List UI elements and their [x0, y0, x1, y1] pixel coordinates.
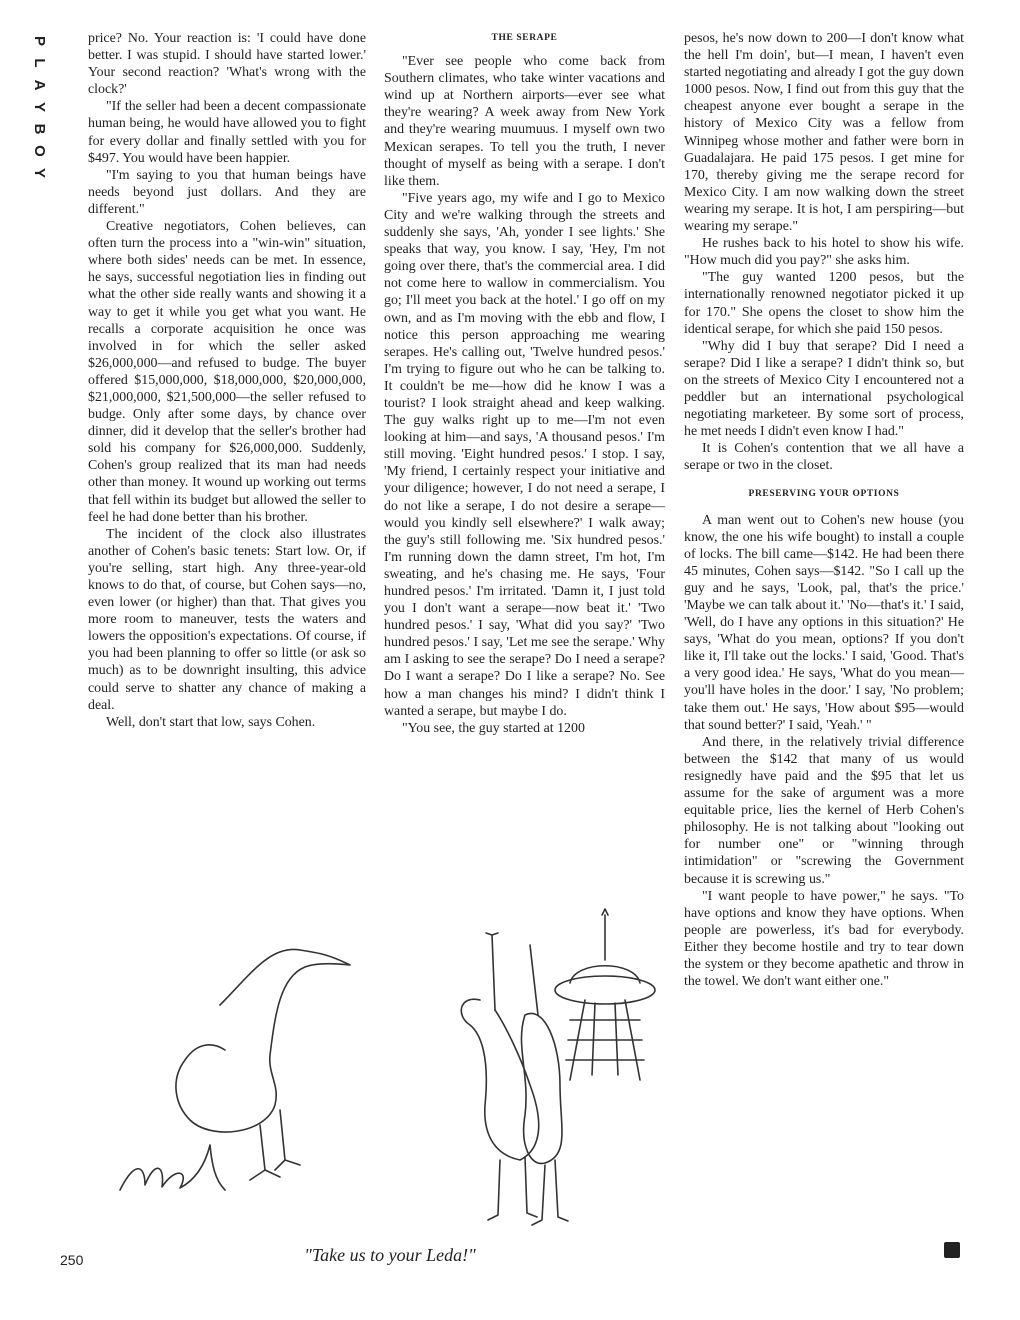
paragraph: Creative negotiators, Cohen believes, can often turn the process into a "win-win" situation, where both sides' needs can be met. In essence, he says, successful negotiation lies in finding out what the other side really wants and showing it a way to get it while you get what you want. He recalls a corporate acquisition he once was involved in for which the seller asked $26,000,000—and refused to budge. The buyer offered $15,000,000, $18,000,000, $20,000,000, $21,000,000, $21,500,000—the seller refused to budge. Only after some days, by chance over dinner, did it develop that the seller's brother had sold his company for $26,000,000. Suddenly, Cohen's group realized that its man had needs other than money. It wound up working out terms that fell within its budget but allowed the seller to feel he had done better than his brother.: [88, 219, 366, 525]
paragraph: Well, don't start that low, says Cohen.: [106, 714, 316, 730]
alien-right: [521, 945, 568, 1225]
magazine-letter: O: [31, 145, 48, 157]
alien-left: [461, 933, 538, 1220]
section-heading: PRESERVING YOUR OPTIONS: [748, 489, 900, 500]
magazine-letter: L: [31, 58, 48, 68]
cartoon-caption: "Take us to your Leda!": [304, 1245, 476, 1265]
magazine-letter: Y: [31, 101, 48, 112]
article-column-2: [384, 30, 665, 737]
paragraph: "Why did I buy that serape? Did I need a serape? Did I like a serape? I didn't think so, but on the streets of Mexico City I encountered not a peddler but an international psychological negotiating marketeer. By some sort of process, he met needs I didn't even know I had.": [684, 338, 964, 440]
swan-drawing: [176, 949, 350, 1180]
magazine-letter: A: [31, 79, 48, 91]
paragraph: It is Cohen's contention that we all have a serape or two in the closet.: [684, 441, 964, 474]
article-column-1: [88, 30, 366, 731]
cartoon-illustration: [100, 905, 680, 1235]
page-number: 250: [60, 1252, 84, 1268]
magazine-letter: P: [31, 35, 48, 46]
end-of-article-mark: [944, 1242, 960, 1258]
magazine-letter: Y: [31, 167, 48, 178]
magazine-letter: B: [31, 123, 48, 135]
paragraph: "Five years ago, my wife and I go to Mexico City and we're walking through the streets and suddenly she says, 'Ah, yonder I see lights.' She speaks that way, you know. I say, 'Hey, I'm not going over there, that's the commercial area. I did not come here to wallow in commercialism. You go; I'll meet you back at the hotel.' I go off on my own, and as I'm moving with the ebb and flow, I notice this person approaching me wearing serapes. He's calling out, 'Twelve hundred pesos.' I'm trying to figure out who he can be talking to. It couldn't be me—how did he know I was a tourist? I look straight ahead and keep walking. The guy walks right up to me—I'm not even looking at him—and says, 'A thousand pesos.' I'm still moving. 'Eight hundred pesos.' I stop. I say, 'My friend, I certainly respect your initiative and your diligence; however, I do not need a serape, I do not like a serape, I do not desire a serape—would you kindly sell elsewhere?' I walk away; the guy's still following me. 'Six hundred pesos.' I'm running down the damn street, I'm hot, I'm sweating, and he's chasing me. He says, 'Four hundred pesos.' I'm irritated. 'Damn it, I just told you I don't want a serape—now beat it.' 'Two hundred pesos.' I say, 'What did you say?' 'Two hundred pesos.' I say, 'Let me see the serape.' Why am I asking to see the serape? Do I need a serape? Do I want a serape? Do I like a serape? No. See how a man changes his mind? I didn't think I wanted a serape, but maybe I do.: [384, 190, 665, 719]
paragraph: And there, in the relatively trivial difference between the $142 that many of us would resignedly have paid and the $95 that let us assume for the sake of argument was a more equitable price, lies the kernel of Herb Cohen's philosophy. He is not talking about "looking out for number one" or "winning through intimidation" or "screwing the Government because it is screwing us.": [684, 734, 964, 887]
paragraph: The incident of the clock also illustrates another of Cohen's basic tenets: Start low. Or, if you're selling, start high. Any three-year-old knows to do that, of course, but Cohen says—no, even lower (or higher) than that. That gives you more room to maneuver, tests the waters and lowers the opposition's expectations. Of course, if you had been planning to offer so little (or ask so much) as to be downright insulting, this advice could serve to shatter any chance of making a deal.: [88, 526, 366, 713]
paragraph: "You see, the guy started at 1200: [402, 720, 585, 736]
paragraph: He rushes back to his hotel to show his wife. "How much did you pay?" she asks him.: [684, 236, 964, 269]
paragraph: "I want people to have power," he says. "To have options and know they have options. When people are powerless, it's bad for everybody. Either they become hostile and try to tear down the system or they become apathetic and throw in the towel. We don't want either one.": [684, 888, 964, 990]
article-column-3: [684, 30, 964, 990]
paragraph: pesos, he's now down to 200—I don't know what the hell I'm doin', but—I mean, I haven't even started negotiating and already I got the guy down 1000 pesos. Now, I find out from this guy that the cheapest anyone ever bought a serape in the history of Mexico City was a fellow from Winnipeg whose mother and father were born in Guadalajara. He paid 175 pesos. I get mine for 170, thereby giving me the serape record for Mexico City. I am now walking down the street wearing my serape. It is hot, I am perspiring—but wearing my serape.": [684, 31, 964, 235]
paragraph: "I'm saying to you that human beings have needs beyond just dollars. And they are different.": [88, 167, 366, 217]
paragraph: "Ever see people who come back from Southern climates, who take winter vacations and wind up at Northern airports—ever see what they're wearing? A week away from New York and they're wearing muumuus. I myself own two Mexican serapes. To tell you the truth, I never thought of myself as being with a serape. I don't like them.: [384, 54, 665, 189]
section-heading: THE SERAPE: [491, 33, 558, 43]
paragraph: price? No. Your reaction is: 'I could have done better. I was stupid. I should have started lower.' Your second reaction? 'What's wrong with the clock?': [88, 31, 366, 98]
artist-signature: [120, 1145, 225, 1190]
magazine-name-vertical: [28, 30, 48, 184]
paragraph: "If the seller had been a decent compassionate human being, he would have allowed you to fight for every dollar and finally settled with you for $497. You would have been happier.: [88, 99, 366, 166]
paragraph: A man went out to Cohen's new house (you know, the one his wife bought) to install a couple of locks. The bill came—$142. He had been there 45 minutes, Cohen says—$142. "So I call up the guy and he says, 'Look, pal, that's the price.' 'Maybe we can talk about it.' 'No—that's it.' I said, 'Well, do I have any options in this situation?' He says, 'What do you mean, options? If you don't like it, I'll take out the locks.' I said, 'Good. That's a very good idea.' He says, 'What do you mean—you'll have holes in the door.' I say, 'No problem; take them out.' He says, 'How about $95—would that sound better?' I said, 'Yeah.' ": [684, 512, 964, 733]
paragraph: "The guy wanted 1200 pesos, but the internationally renowned negotiator picked it up for 170." She opens the closet to show him the identical serape, for which she paid 150 pesos.: [684, 270, 964, 337]
flying-saucer: [555, 909, 655, 1080]
